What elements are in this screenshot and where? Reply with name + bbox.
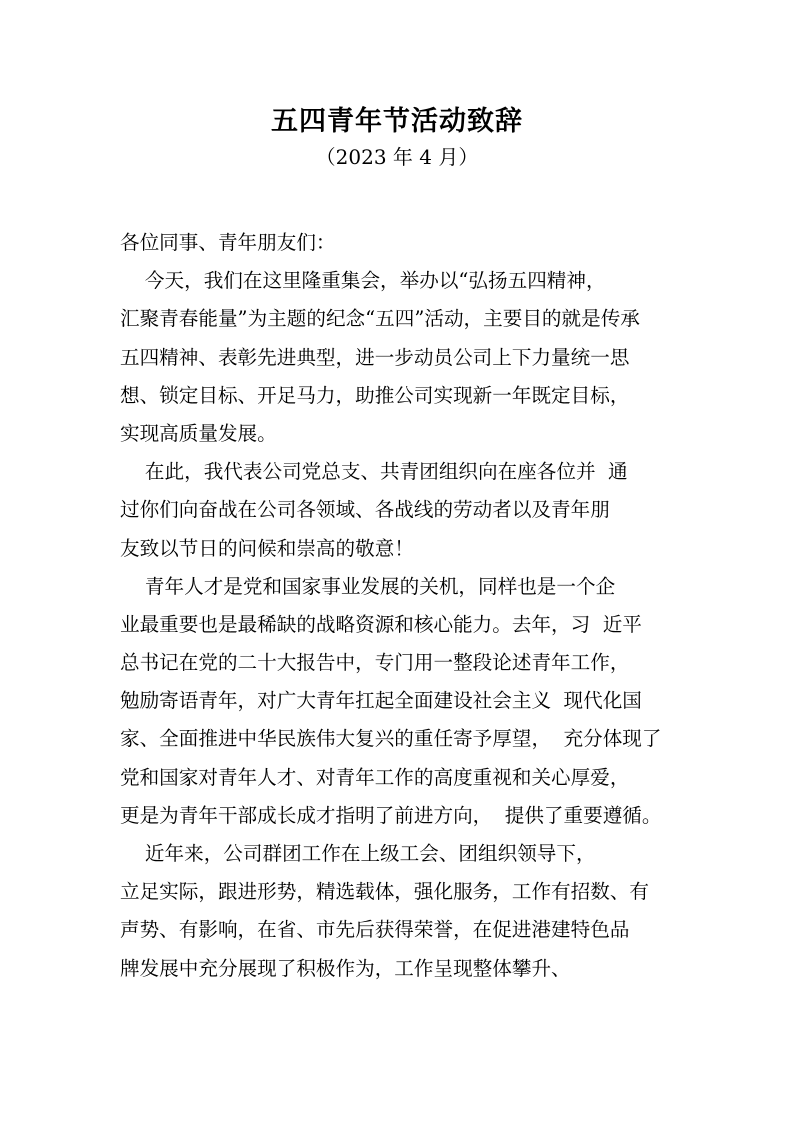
document-title: 五四青年节活动致辞 bbox=[271, 106, 523, 137]
paragraph-line: 过你们向奋战在公司各领域、各战线的劳动者以及青年朋 bbox=[120, 498, 610, 522]
paragraph-line: 想、锁定目标、开足马力，助推公司实现新一年既定目标， bbox=[120, 383, 630, 407]
paragraph-line: 在此，我代表公司党总支、共青团组织向在座各位并 通 bbox=[120, 460, 628, 484]
paragraph-line: 声势、有影响，在省、市先后获得荣誉，在促进港建特色品 bbox=[120, 918, 630, 942]
paragraph-line: 青年人才是党和国家事业发展的关机，同样也是一个企 bbox=[120, 574, 616, 598]
document-body bbox=[120, 224, 720, 988]
paragraph-line: 近年来，公司群团工作在上级工会、团组织领导下， bbox=[120, 842, 596, 865]
paragraph-line: 牌发展中充分展现了积极作为，工作呈现整体攀升、 bbox=[120, 956, 571, 980]
paragraph-line: 五四精神、表彰先进典型，进一步动员公司上下力量统一思 bbox=[120, 345, 630, 369]
paragraph-line: 更是为青年干部成长成才指明了前进方向， 提供了重要遵循。 bbox=[120, 803, 662, 827]
paragraph-line: 今天，我们在这里隆重集会，举办以“弘扬五四精神， bbox=[120, 269, 606, 293]
salutation-line: 各位同事、青年朋友们： bbox=[120, 231, 336, 254]
paragraph-line: 业最重要也是最稀缺的战略资源和核心能力。去年，习 近平 bbox=[120, 612, 642, 636]
paragraph-line: 实现高质量发展。 bbox=[120, 421, 277, 445]
paragraph-line: 党和国家对青年人才、对青年工作的高度重视和关心厚爱， bbox=[120, 765, 630, 789]
paragraph-line: 总书记在党的二十大报告中，专门用一整段论述青年工作， bbox=[120, 651, 630, 675]
paragraph-line: 家、全面推进中华民族伟大复兴的重任寄予厚望， 充分体现了 bbox=[120, 727, 662, 751]
paragraph-line: 友致以节日的问候和崇高的敬意！ bbox=[120, 536, 414, 560]
paragraph-line: 汇聚青春能量”为主题的纪念“五四”活动，主要目的就是传承 bbox=[120, 307, 640, 331]
paragraph-line: 勉励寄语青年，对广大青年扛起全面建设社会主义 现代化国 bbox=[120, 689, 642, 713]
document-date: （2023 年 4 月） bbox=[315, 145, 479, 169]
paragraph-line: 立足实际，跟进形势，精选载体，强化服务，工作有招数、有 bbox=[120, 880, 650, 904]
